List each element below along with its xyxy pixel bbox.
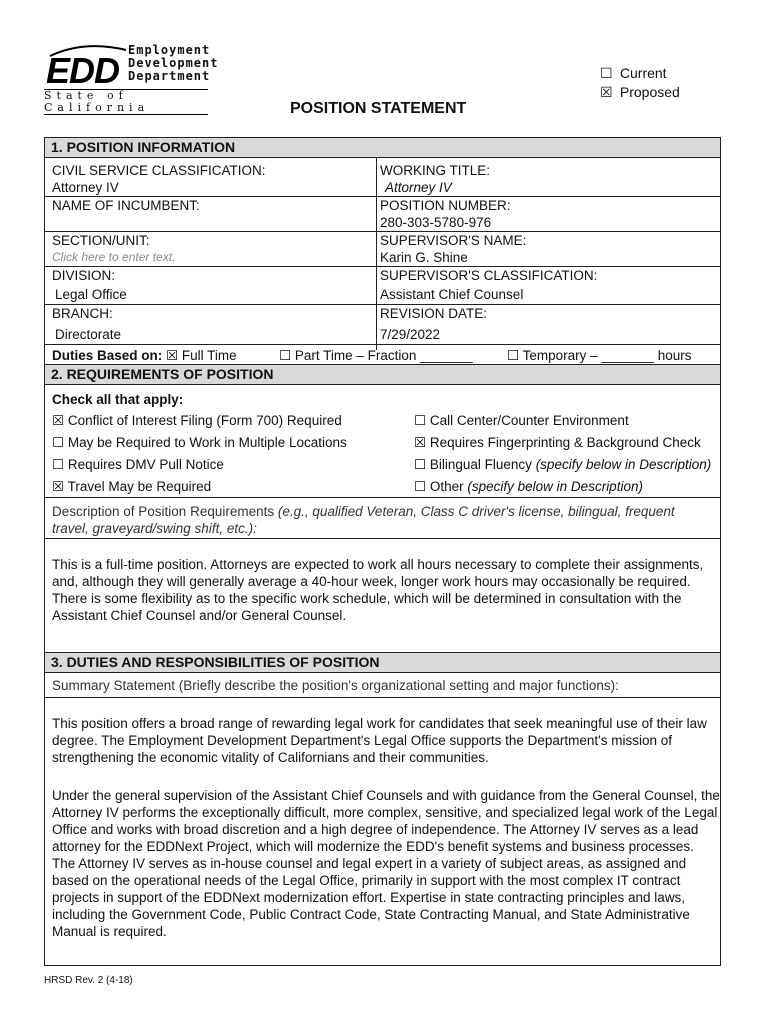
supervisor-class-label: SUPERVISOR'S CLASSIFICATION: — [380, 268, 598, 283]
proposed-option[interactable] — [600, 83, 680, 102]
requirement-travel[interactable]: ☒ Travel May be Required — [52, 479, 212, 494]
requirement-dmv-pull-notice[interactable]: ☐ Requires DMV Pull Notice — [52, 457, 224, 472]
full-time-option[interactable]: ☒ Full Time — [166, 348, 237, 363]
supervisor-class-value[interactable]: Assistant Chief Counsel — [380, 287, 524, 302]
position-number-value[interactable]: 280-303-5780-976 — [380, 215, 492, 230]
working-title-value[interactable]: Attorney IV — [385, 180, 452, 195]
division-label: DIVISION: — [52, 268, 116, 283]
incumbent-value[interactable] — [52, 214, 372, 231]
bilingual-note: (specify below in Description) — [535, 457, 712, 472]
incumbent-label: NAME OF INCUMBENT: — [52, 198, 200, 213]
supervisor-name-value[interactable]: Karin G. Shine — [380, 250, 468, 265]
position-statement-form — [44, 137, 721, 966]
branch-label: BRANCH: — [52, 306, 113, 321]
proposed-checkbox[interactable]: ☒ — [600, 84, 613, 100]
edd-department-name: Employment Development Department — [128, 43, 219, 83]
summary-statement-label: Summary Statement (Briefly describe the position's organizational setting and major functions): — [52, 678, 619, 693]
row-divider — [45, 497, 720, 498]
position-number-label: POSITION NUMBER: — [380, 198, 511, 213]
requirement-bilingual-row — [414, 456, 711, 473]
classification-label: CIVIL SERVICE CLASSIFICATION: — [52, 163, 266, 178]
section-unit-label: SECTION/UNIT: — [52, 233, 150, 248]
section-3-heading: 3. DUTIES AND RESPONSIBILITIES OF POSITION — [45, 652, 720, 673]
requirement-other-row — [414, 478, 643, 495]
section-unit-value[interactable]: Click here to enter text. — [52, 250, 176, 264]
page-title: POSITION STATEMENT — [290, 100, 467, 117]
row-divider — [45, 697, 720, 698]
requirement-bilingual[interactable]: ☐ Bilingual Fluency — [414, 457, 532, 472]
summary-paragraph-2[interactable]: Under the general supervision of the Assistant Chief Counsels and with guidance from the General Counsel, the Attorney IV performs the exceptionally difficult, more complex, sensitive, and specialized legal work of the Legal Office and works with broad discretion and a high degree of independence. The Attorney IV serves as a lead attorney for the EDDNext Project, which will modernize the EDD's benefit systems and business processes. The Attorney IV serves as in-house counsel and legal expert in a variety of subject areas, as assigned and based on the operational needs of the Legal Office, primarily in support with the most complex IT contract projects in support of the EDDNext modernization effort. Expertise in state contracting principles and laws, including the Government Code, Public Contract Code, State Contracting Manual, and State Administrative Manual is required. — [52, 788, 720, 939]
statement-status — [600, 64, 680, 102]
requirement-call-center[interactable]: ☐ Call Center/Counter Environment — [414, 413, 629, 428]
description-requirements-text[interactable]: This is a full-time position. Attorneys are expected to work all hours necessary to complete their assignments, and, although they will generally average a 40-hour week, longer work hours may occasionally be required. There is some flexibility as to the specific work schedule, which will be determined in consultation with the Assistant Chief Counsel and/or General Counsel. — [52, 557, 704, 623]
check-all-label: Check all that apply: — [52, 392, 184, 407]
summary-paragraph-1[interactable]: This position offers a broad range of rewarding legal work for candidates that seek meaningful use of their law degree. The Employment Development Department's Legal Office supports the Department's mission of strengthening the economic vitality of Californians and their communities. — [52, 716, 707, 765]
branch-value[interactable]: Directorate — [55, 327, 122, 342]
temporary-option[interactable]: ☐ Temporary – _______ hours — [507, 348, 692, 363]
section-1-heading: 1. POSITION INFORMATION — [45, 137, 720, 158]
requirement-multiple-locations[interactable]: ☐ May be Required to Work in Multiple Locations — [52, 435, 347, 450]
edd-logo — [44, 43, 219, 114]
description-requirements-label: Description of Position Requirements (e.g., qualified Veteran, Class C driver's license, bilingual, frequent travel, graveyard/swing shift, etc.): — [52, 504, 675, 536]
state-of-california: State of California — [44, 89, 208, 115]
row-divider — [45, 538, 720, 539]
division-value[interactable]: Legal Office — [55, 287, 127, 302]
row-divider — [45, 344, 720, 345]
proposed-label: Proposed — [619, 84, 680, 100]
revision-date-value[interactable]: 7/29/2022 — [380, 327, 441, 342]
column-divider — [376, 158, 377, 350]
revision-date-label: REVISION DATE: — [380, 306, 488, 321]
supervisor-name-label: SUPERVISOR'S NAME: — [380, 233, 527, 248]
section-2-heading: 2. REQUIREMENTS OF POSITION — [45, 364, 720, 385]
other-note: (specify below in Description) — [467, 479, 643, 494]
duties-based-on-row — [52, 347, 237, 364]
edd-brand: EDD — [46, 50, 120, 91]
requirement-other[interactable]: ☐ Other — [414, 479, 464, 494]
requirement-conflict-of-interest[interactable]: ☒ Conflict of Interest Filing (Form 700) Required — [52, 413, 342, 428]
current-checkbox[interactable]: ☐ — [600, 65, 613, 81]
requirement-fingerprinting[interactable]: ☒ Requires Fingerprinting & Background Check — [414, 435, 701, 450]
current-option[interactable] — [600, 64, 680, 83]
form-revision-footer: HRSD Rev. 2 (4-18) — [44, 975, 133, 986]
part-time-option[interactable]: ☐ Part Time – Fraction _______ — [279, 348, 473, 363]
working-title-label: WORKING TITLE: — [380, 163, 491, 178]
classification-value[interactable]: Attorney IV — [52, 180, 119, 195]
current-label: Current — [619, 65, 667, 81]
duties-based-on-label: Duties Based on: — [52, 348, 163, 363]
